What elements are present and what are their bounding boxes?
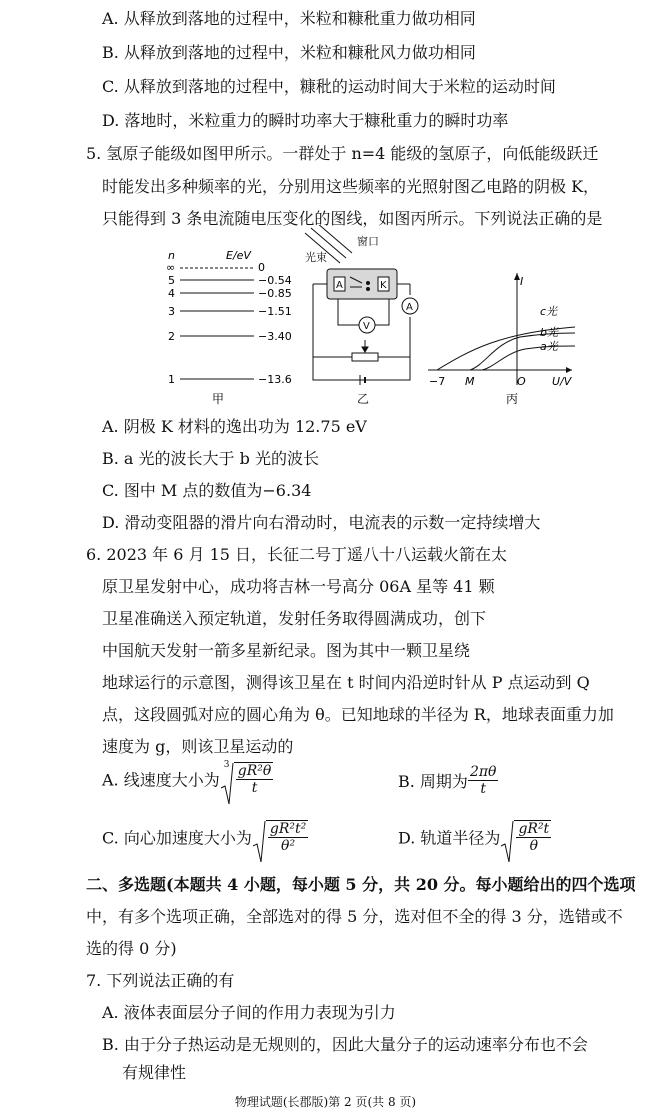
q6-option-c-text: C. 向心加速度大小为 [102,828,252,848]
bing-curve-label-a: a光 [540,340,558,353]
q5-figures [0,225,651,410]
jia-e-label: E/eV [226,249,251,262]
yi-voltmeter-label: V [363,321,370,332]
jia-level-n-inf: ∞ [166,261,176,274]
yi-ammeter-label: A [406,302,413,313]
bing-xlabel: U/V [552,375,572,388]
q4-option-c: C. 从释放到落地的过程中，糠秕的运动时间大于米粒的运动时间 [102,77,556,96]
q6-option-c [102,820,308,854]
q6-option-a-formula [220,762,274,796]
bing-curve-label-b: b光 [540,326,558,339]
jia-level-e-5: −0.54 [258,274,292,287]
q6-option-b-formula [468,764,499,797]
q6-option-d-num: gR²t [518,821,550,837]
jia-level-n-3: 3 [168,305,175,318]
figure-yi-circuit [305,225,418,406]
q6-stem-line4: 中国航天发射一箭多星新纪录。图为其中一颗卫星绕 [102,641,471,660]
q6-option-d-den: θ [529,838,539,854]
q5-option-d: D. 滑动变阻器的滑片向右滑动时，电流表的示数一定持续增大 [102,513,541,532]
q6-option-a-text: A. 线速度大小为 [102,770,220,790]
bing-ylabel: I [520,275,524,288]
bing-x-arrow [566,367,572,373]
q7-option-b-line1: B. 由于分子热运动是无规则的，因此大量分子的运动速率分布也不会 [102,1035,588,1054]
jia-level-e-inf: 0 [258,261,265,274]
yi-window-label: 窗口 [357,235,379,248]
q6-stem-line3: 卫星准确送入预定轨道，发射任务取得圆满成功，创下 [102,609,487,628]
q4-option-d: D. 落地时，米粒重力的瞬时功率大于糠秕重力的瞬时功率 [102,111,509,130]
slider-arrow [362,347,368,352]
jia-caption: 甲 [212,392,225,406]
q6-stem-line1: 6. 2023 年 6 月 15 日，长征二号丁遥八十八运载火箭在太 [86,545,508,564]
jia-level-n-5: 5 [168,274,175,287]
q6-option-b-num: 2πθ [469,764,497,780]
q5-option-a: A. 阴极 K 材料的逸出功为 12.75 eV [102,417,367,436]
q6-option-c-sqrt [252,820,308,854]
q6-stem-line5: 地球运行的示意图，测得该卫星在 t 时间内沿逆时针从 P 点运动到 Q [102,673,590,692]
q6-option-d [398,820,551,854]
q6-stem-line2: 原卫星发射中心，成功将吉林一号高分 06A 星等 41 颗 [102,577,495,596]
q6-option-a [102,762,273,796]
section2-line3: 选的得 0 分) [86,939,177,958]
q6-option-a-root-index: 3 [223,760,230,770]
page-footer: 物理试题(长郡版)第 2 页(共 8 页) [234,1095,417,1109]
q6-option-b-text: B. 周期为 [398,772,468,791]
q5-stem-line3: 只能得到 3 条电流随电压变化的图线，如图丙所示。下列说法正确的是 [102,209,603,228]
q7-option-a: A. 液体表面层分子间的作用力表现为引力 [102,1003,396,1022]
electron-dot-2 [367,288,370,291]
section2-line1 [86,875,636,895]
bing-tick-o: O [517,375,526,388]
q4-option-b: B. 从释放到落地的过程中，米粒和糠秕风力做功相同 [102,43,476,62]
q6-option-d-sqrt [500,820,551,854]
yi-beam-label: 光束 [305,251,327,264]
q6-stem-line7: 速度为 g，则该卫星运动的 [102,737,294,756]
section2-text-1: 二、多选题(本题共 4 小题，每小题 5 分，共 20 分。每小题给出的四个选项 [86,875,636,894]
q6-option-d-text: D. 轨道半径为 [398,828,501,848]
q5-option-c: C. 图中 M 点的数值为−6.34 [102,481,312,500]
electron-dot-1 [367,282,370,285]
bing-tick-neg7: −7 [429,375,446,388]
jia-level-n-2: 2 [168,330,175,343]
bing-curve-b [470,333,575,370]
q6-option-a-sqrt [220,762,274,796]
jia-level-n-4: 4 [168,287,175,300]
yi-caption: 乙 [357,392,370,406]
q6-option-b-den: t [480,781,487,797]
q5-stem-line2: 时能发出多种频率的光，分别用这些频率的光照射图乙电路的阴极 K， [102,177,600,196]
bing-curve-label-c: c光 [540,305,558,318]
jia-level-n-1: 1 [168,373,175,386]
figure-bing-iu-curves [428,273,575,406]
jia-level-e-4: −0.85 [258,287,292,300]
q6-option-b [398,764,498,797]
q6-option-c-den: θ² [281,838,296,854]
q7-option-b-line2: 有规律性 [122,1063,187,1082]
bing-caption: 丙 [506,392,519,406]
section2-line2: 中，有多个选项正确，全部选对的得 5 分，选对但不全的得 3 分，选错或不 [86,907,623,926]
wire-volt-left [338,299,359,325]
jia-n-label: n [168,249,175,262]
q4-option-a: A. 从释放到落地的过程中，米粒和糠秕重力做功相同 [102,9,476,28]
yi-cathode-label: K [380,280,387,291]
jia-level-e-2: −3.40 [258,330,292,343]
jia-level-e-1: −13.6 [258,373,292,386]
q7-stem: 7. 下列说法正确的有 [86,971,235,990]
figure-jia-energy-levels [166,249,292,406]
q6-option-a-den: t [251,780,258,796]
q6-option-a-num: gR²θ [237,763,272,779]
q6-stem-line6: 点，这段圆弧对应的圆心角为 θ。已知地球的半径为 R，地球表面重力加 [102,705,614,724]
q6-option-c-num: gR²t² [269,821,307,837]
q5-option-b: B. a 光的波长大于 b 光的波长 [102,449,319,468]
q5-stem-line1: 5. 氢原子能级如图甲所示。一群处于 n=4 能级的氢原子，向低能级跃迁 [86,144,599,163]
wire-volt-right [375,299,389,325]
bing-tick-m: M [465,375,475,388]
jia-level-e-3: −1.51 [258,305,292,318]
rheostat [352,353,378,361]
yi-anode-label: A [336,280,343,291]
